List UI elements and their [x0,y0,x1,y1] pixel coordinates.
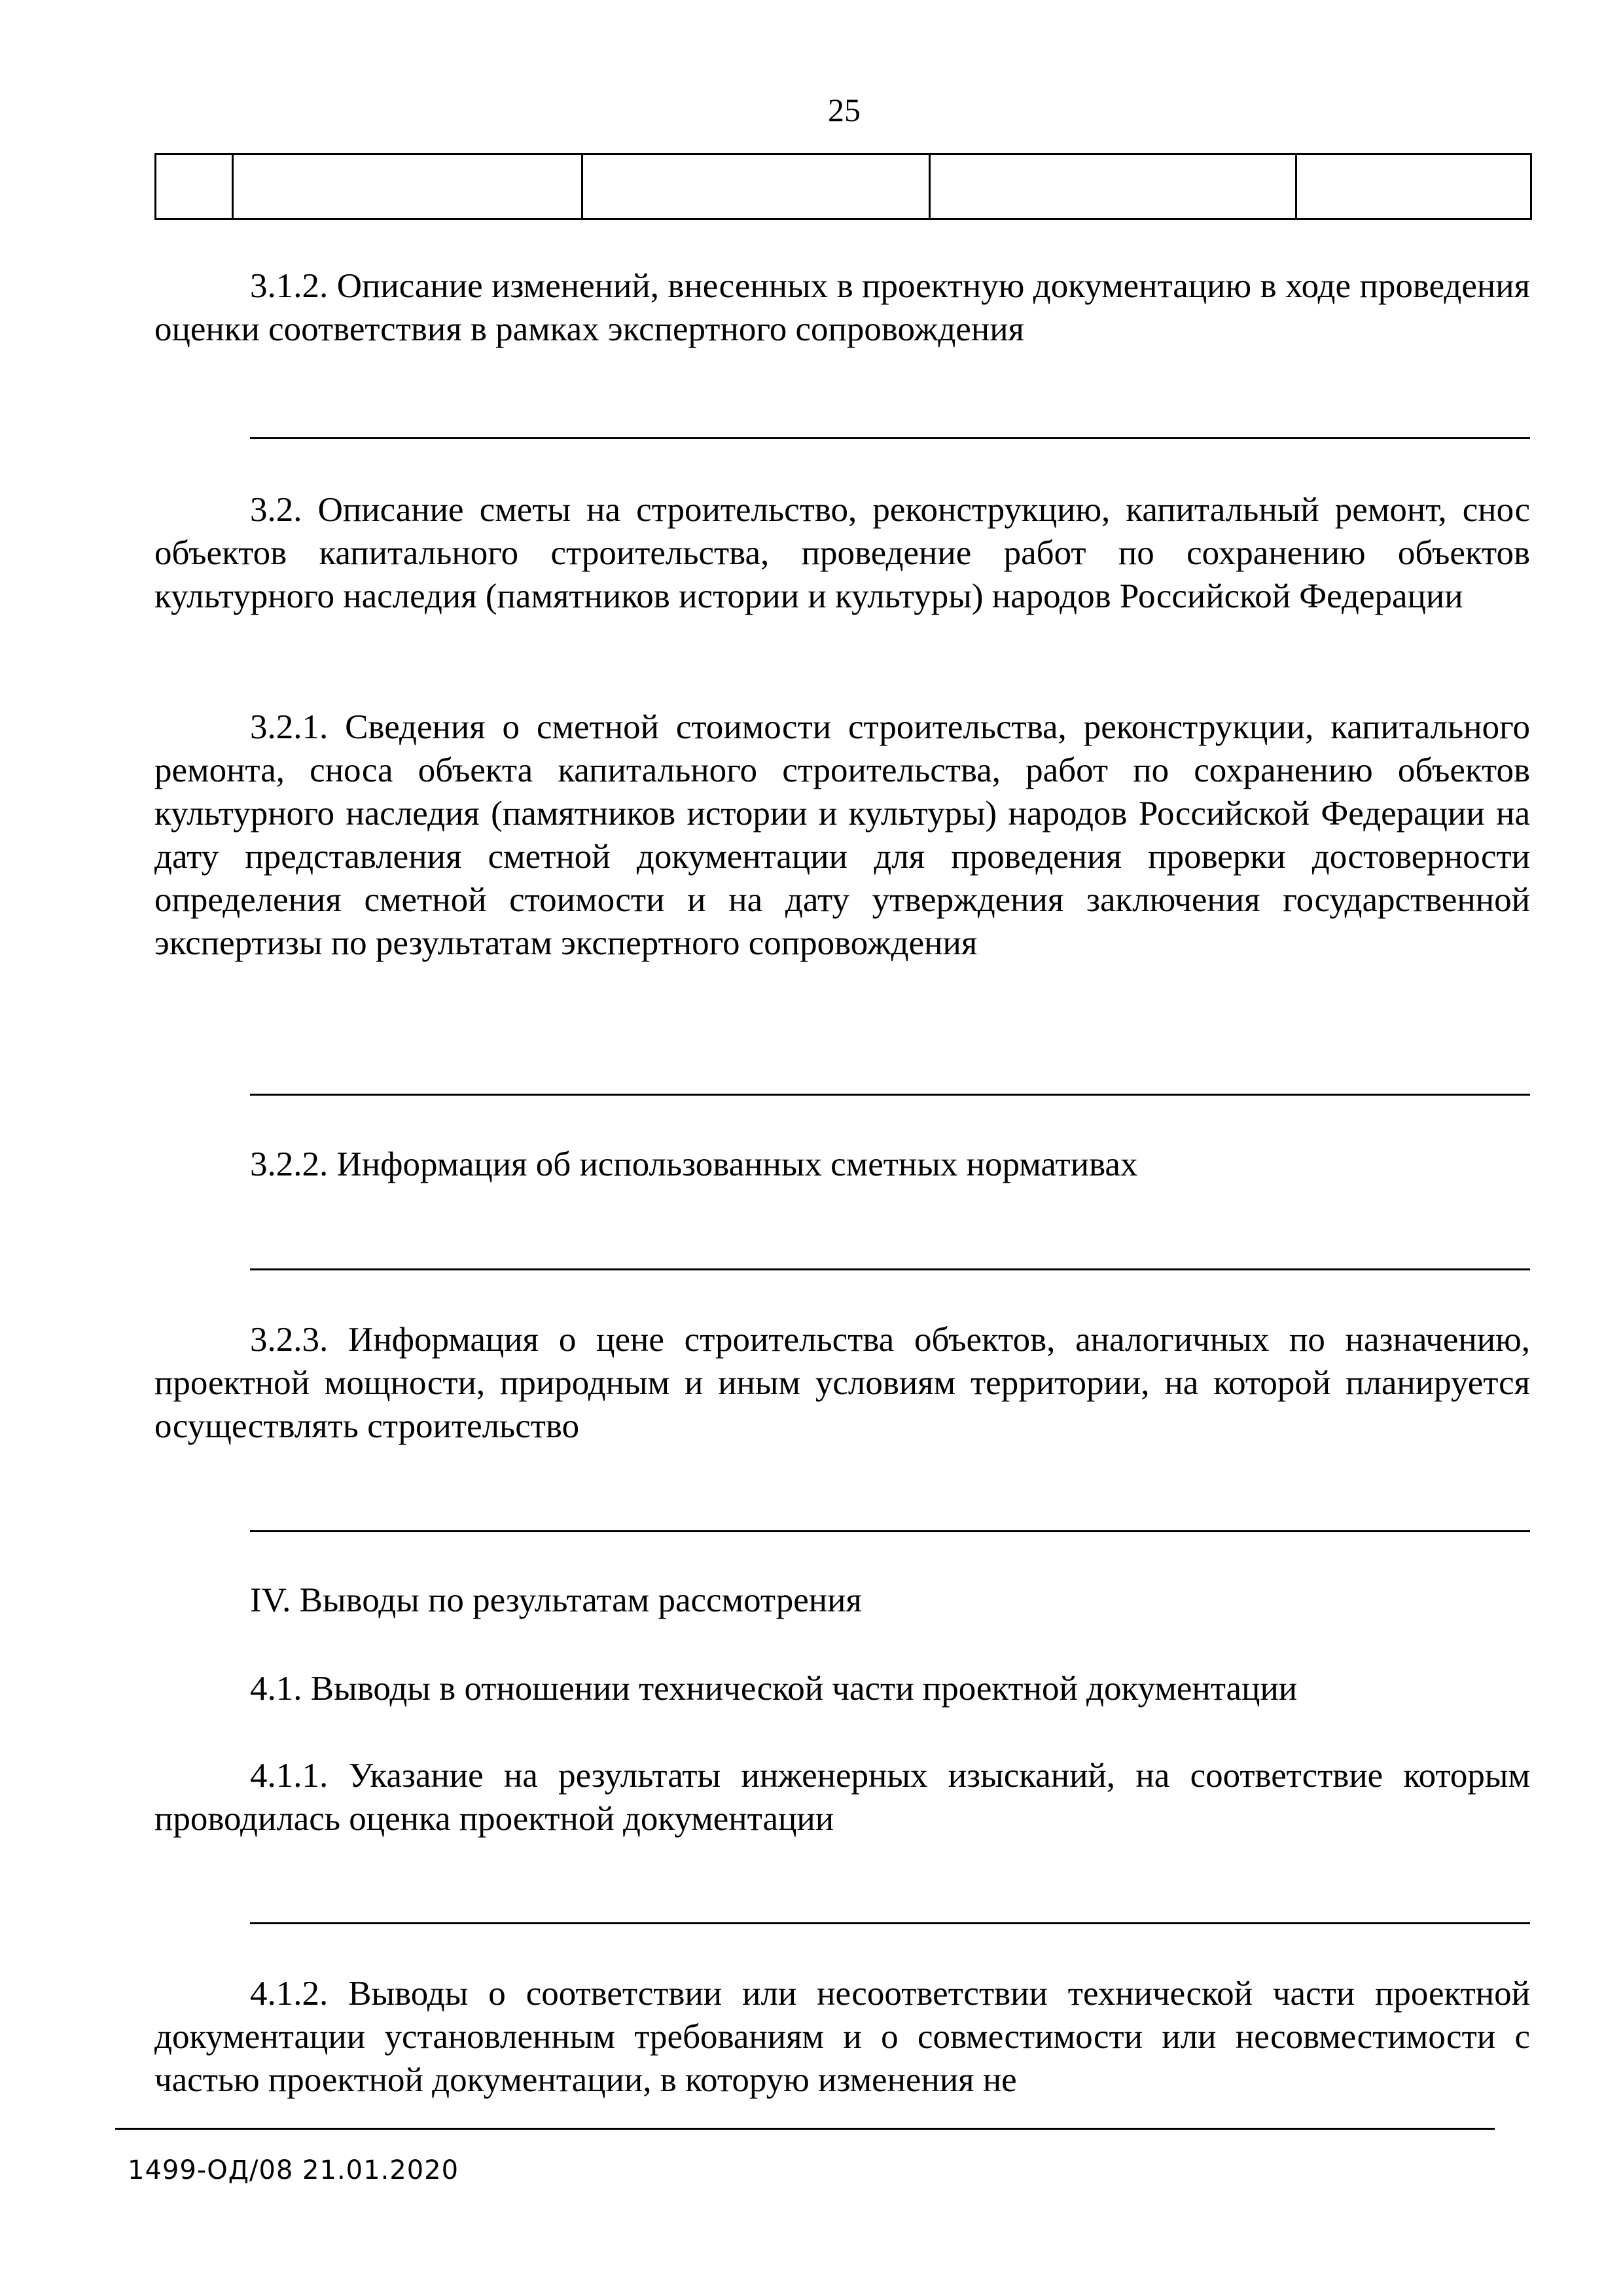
table-continuation-row [154,153,1532,220]
fill-line [250,1094,1530,1096]
section-4-1-1: 4.1.1. Указание на результаты инженерных изысканий, на соответствие которым проводилась оценка проектной документации [154,1757,1530,1838]
section-3-2-1: 3.2.1. Сведения о сметной стоимости строительства, реконструкции, капитального ремонта, сноса объекта капитального строительства, работ по сохранению объектов культурного наследия (памятников истории и культуры) народов Российской Федерации на дату представления сметной документации для проведения проверки достоверности определения сметной стоимости и на дату утверждения заключения государственной экспертизы по результатам экспертного сопровождения [154,708,1530,962]
section-3-2-3: 3.2.3. Информация о цене строительства объектов, аналогичных по назначению, проектной мощности, природным и иным условиям территории, на которой планируется осуществлять строительство [154,1321,1530,1445]
fill-line [250,1530,1530,1532]
footer-divider [115,2128,1495,2130]
section-3-1-2: 3.1.2. Описание изменений, внесенных в проектную документацию в ходе проведения оценки соответствия в рамках экспертного сопровождения [154,267,1530,348]
section-4-1-2: 4.1.2. Выводы о соответствии или несоответствии технической части проектной документации установленным требованиям и о совместимости или несовместимости с частью проектной документации, в которую изменения не [154,1975,1530,2099]
fill-line [250,437,1530,439]
table-cell [156,154,233,219]
section-3-2-2: 3.2.2. Информация об использованных сметных нормативах [250,1145,1138,1183]
page-number: 25 [828,92,861,128]
table-cell [1296,154,1531,219]
section-3-2: 3.2. Описание сметы на строительство, реконструкцию, капитальный ремонт, снос объектов капитального строительства, проведение работ по сохранению объектов культурного наследия (памятников истории и культуры) народов Российской Федерации [154,491,1530,615]
section-4-heading: IV. Выводы по результатам рассмотрения [250,1581,862,1619]
document-code: 1499-ОД/08 21.01.2020 [128,2155,459,2185]
table-row [156,154,1531,219]
table-cell [582,154,930,219]
section-4-1: 4.1. Выводы в отношении технической части проектной документации [250,1670,1298,1708]
fill-line [250,1268,1530,1270]
fill-line [250,1922,1530,1924]
table-cell [233,154,582,219]
table-cell [930,154,1296,219]
